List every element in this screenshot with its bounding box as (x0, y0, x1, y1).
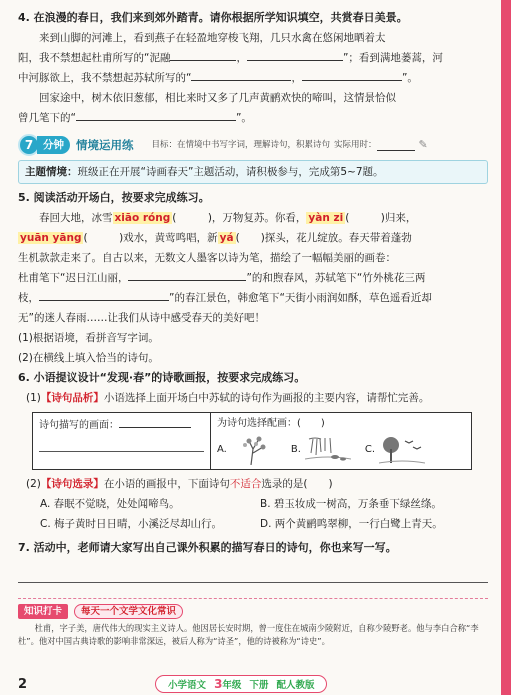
q5-line2: yuān yāng ( )戏水，黄莺鸣唱，新 yá ( )探头，花儿绽放。春天带着蓬勃 (20, 232, 412, 244)
footer-grade-label: 年级 (222, 680, 242, 691)
box-right (211, 413, 471, 469)
footer-volume: 下册 (249, 680, 269, 691)
q5-line4: 杜甫笔下“迟日江山丽， ”的和煦春风，苏轼笔下“竹外桃花三两 (18, 268, 488, 288)
picture-option-c[interactable]: C. (365, 435, 425, 465)
knowledge-text: 杜甫，字子美，唐代伟大的现实主义诗人。他因居长安时期，曾一度住在城南少陵附近，自称少陵野老。他与李白合称“李杜”。他对中国古典诗歌的影响非常深远，被后人称为“诗圣”，他的诗被称为“诗史”。 (18, 623, 479, 646)
pinyin-xiaorong: xiāo róng (114, 212, 171, 224)
q6-sub1: (1)【诗句品析】小语选择上面开场白中苏轼的诗句作为画报的主要内容，请帮忙完善。 (26, 392, 430, 404)
theme-label: 主题情境： (25, 166, 78, 178)
section-time-label: 实际用时： (334, 140, 377, 150)
q5-sub2: (2)在横线上填入恰当的诗句。 (18, 352, 159, 364)
section-goal: 目标：在情境中书写字词，理解诗句，积累诗句 (151, 140, 331, 150)
pinyin-ya: yá (219, 232, 234, 244)
box-right-label: 为诗句选择配画：( ) (217, 418, 325, 429)
q6-options-row2 (18, 514, 488, 534)
page-footer (0, 674, 501, 694)
q6-sub2: (2)【诗句选录】在小语的画报中，下面诗句不适合选录的是( ) (26, 478, 333, 490)
theme-text: 班级正在开展“诗画春天”主题活动，请积极参与，完成第5~7题。 (77, 166, 384, 178)
q4-blank-2[interactable] (247, 48, 343, 61)
page-number: 2 (18, 676, 28, 692)
q5-sub1: (1)根据语境，看拼音写字词。 (18, 332, 159, 344)
footer-edition: 配人教版 (276, 680, 315, 691)
option-b[interactable]: B. 碧玉妆成一树高，万条垂下绿丝绦。 (260, 498, 442, 510)
q4-line3: 中河豚欲上，我不禁想起苏轼所写的“ ， ”。 (18, 68, 488, 88)
theme-box (18, 160, 488, 184)
q4-line1: 来到山脚的河滩上，看到燕子在轻盈地穿梭飞翔，几只水禽在悠闲地晒着太 (39, 32, 386, 44)
option-a[interactable]: A. 春眠不觉晓，处处闻啼鸟。 (40, 498, 180, 510)
time-blank[interactable] (377, 140, 415, 151)
q4-blank-3[interactable] (191, 68, 291, 81)
q5-line3: 生机款款走来了。自古以来，无数文人墨客以诗为笔，描绘了一幅幅美丽的画卷： (18, 252, 396, 264)
knowledge-title: 每天一个文学文化常识 (74, 604, 183, 619)
box-left-label: 诗句描写的画面： (39, 415, 204, 435)
footer-grade-num: 3 (214, 677, 223, 691)
page-content (18, 8, 488, 583)
q5-line5: 枝， ”的春江景色，韩愈笔下“天街小雨润如酥，草色遥看近却 (18, 288, 488, 308)
q5-blank-2[interactable] (39, 288, 169, 301)
willow-duck-icon (305, 435, 351, 465)
q4-line5: 曾几笔下的“ ”。 (18, 108, 488, 128)
book-info-pill (155, 675, 327, 693)
scene-blank-2[interactable] (39, 437, 204, 452)
q7-answer-line[interactable] (18, 568, 488, 583)
q4-blank-5[interactable] (76, 108, 236, 121)
poem-picture-box (32, 412, 472, 470)
picture-options (217, 435, 465, 465)
scene-blank-1[interactable] (119, 415, 191, 428)
section-number: 7 (18, 134, 40, 156)
picture-option-b[interactable]: B. (291, 435, 351, 465)
knowledge-box (18, 598, 488, 648)
pencil-icon: ✎ (418, 138, 428, 151)
knowledge-header (18, 603, 488, 619)
q6-options-row1 (18, 494, 488, 514)
peach-blossom-icon (231, 435, 277, 465)
section-tag: 分钟 (37, 136, 70, 154)
q4-line2: 阳，我不禁想起杜甫所写的“泥融 ， ”；看到满地蒌蒿，河 (18, 48, 488, 68)
section-name: 情境运用练 (76, 138, 134, 152)
option-d[interactable]: D. 两个黄鹂鸣翠柳，一行白鹭上青天。 (260, 518, 443, 530)
swallow-tree-icon (379, 435, 425, 465)
section-header (18, 134, 488, 156)
q4-blank-1[interactable] (170, 48, 236, 61)
q5-line6: 无”的迷人春雨……让我们从诗中感受春天的美好吧！ (18, 312, 265, 324)
picture-option-a[interactable]: A. (217, 435, 277, 465)
q5-line1: 春回大地，冰雪 xiāo róng ( )，万物复苏。你看， yàn zi ( )归来， (39, 212, 417, 224)
q6-title: 6. 小语提议设计“发现·春”的诗歌画报，按要求完成练习。 (18, 371, 306, 384)
pinyin-yuanyang: yuān yāng (20, 232, 82, 244)
q7-title: 7. 活动中，老师请大家写出自己课外积累的描写春日的诗句，你也来写一写。 (18, 541, 397, 554)
q4-line4: 回家途中，树木依旧葱郁，相比来时又多了几声黄鹂欢快的啼叫，这情景恰似 (39, 92, 396, 104)
q4-blank-4[interactable] (302, 68, 402, 81)
knowledge-tag: 知识打卡 (18, 604, 68, 619)
footer-subject: 小学语文 (168, 680, 207, 691)
q5-blank-1[interactable] (128, 268, 246, 281)
q5-title: 5. 阅读活动开场白，按要求完成练习。 (18, 191, 210, 204)
box-left (33, 413, 211, 469)
q4-title: 4. 在浪漫的春日，我们来到郊外踏青。请你根据所学知识填空，共赏春日美景。 (18, 11, 408, 24)
pinyin-yanzi: yàn zi (308, 212, 344, 224)
option-c[interactable]: C. 梅子黄时日日晴，小溪泛尽却山行。 (40, 518, 223, 530)
